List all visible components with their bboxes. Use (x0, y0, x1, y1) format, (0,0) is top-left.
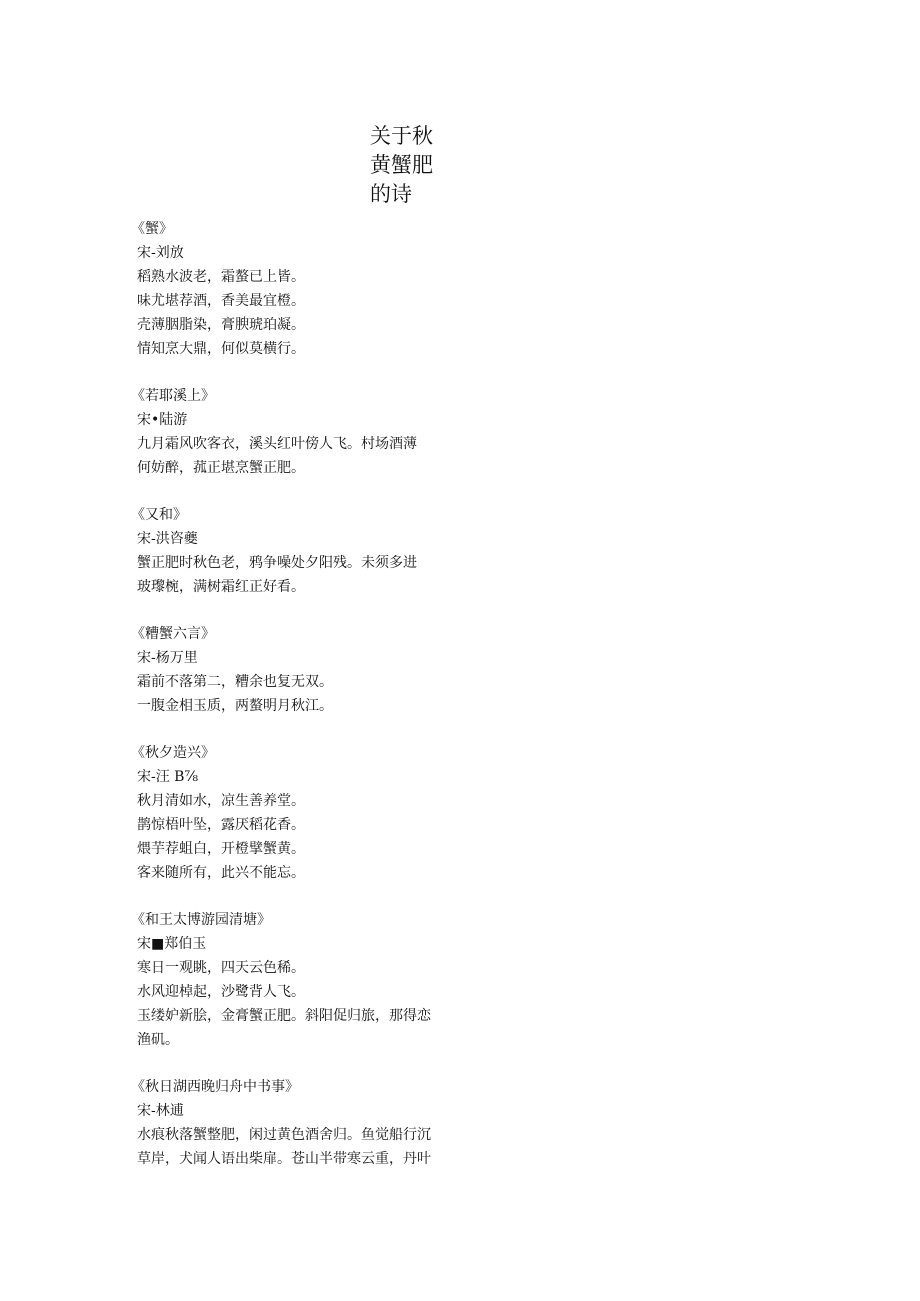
poem-youhe (131, 503, 467, 599)
poem-author: 宋•陆游 (137, 412, 188, 428)
poem-zaoxie (131, 622, 467, 718)
poem-line: 水痕秋落蟹整肥，闲过黄色酒舍归。鱼觉船行沉 (137, 1127, 431, 1143)
poem-line: 客来随所有，此兴不能忘。 (137, 865, 305, 881)
poem-line: 水风迎棹起，沙鹭背人飞。 (137, 984, 305, 1000)
page-title (370, 122, 450, 209)
poem-hewang (131, 908, 467, 1052)
poem-line: 玉缕妒新脍，金膏蟹正肥。斜阳促归旅，那得恋 (137, 1008, 431, 1024)
poem-line: 情知烹大鼎，何似莫横行。 (137, 341, 305, 357)
poem-author: 宋-林逋 (137, 1103, 184, 1119)
poem-author: 宋-刘放 (137, 245, 184, 261)
page-title-line-1: 关于秋 (370, 124, 433, 148)
poem-line: 九月霜风吹客衣，溪头红叶傍人飞。村场酒薄 (137, 436, 417, 452)
poem-line: 玻瓈椀，满树霜红正好看。 (137, 579, 305, 595)
poem-author: 宋■郑伯玉 (137, 936, 207, 952)
poem-author: 宋-汪 B⅞ (137, 769, 199, 785)
poem-qiurihuxi (131, 1075, 467, 1171)
page-title-line-2: 黄蟹肥 (370, 153, 433, 177)
poem-line: 何妨醉，菰正堪烹蟹正肥。 (137, 460, 305, 476)
poem-line: 壳薄胭脂染，膏腴琥珀凝。 (137, 317, 305, 333)
poem-line: 渔矶。 (137, 1032, 179, 1048)
poem-line: 秋月清如水，凉生善养堂。 (137, 793, 305, 809)
poem-line: 一腹金相玉质，两螯明月秋江。 (137, 698, 333, 714)
poem-xie (131, 217, 467, 361)
poem-line: 寒日一观眺，四天云色稀。 (137, 960, 305, 976)
poem-title: 《蟹》 (131, 221, 173, 237)
poem-line: 煨芋荐蛆白，开橙擘蟹黄。 (137, 841, 305, 857)
poem-line: 蟹正肥时秋色老，鸦争噪处夕阳残。未须多进 (137, 555, 417, 571)
poem-author: 宋-洪咨夔 (137, 531, 198, 547)
poem-line: 味尤堪荐酒，香美最宜橙。 (137, 293, 305, 309)
poem-line: 草岸，犬闻人语出柴扉。苍山半带寒云重，丹叶 (137, 1151, 431, 1167)
poem-ruoyexi (131, 384, 467, 480)
poem-title: 《秋日湖西晚归舟中书事》 (131, 1079, 299, 1095)
poem-qiuxi (131, 741, 467, 885)
poem-list (131, 217, 467, 1194)
poem-title: 《和王太博游园清塘》 (131, 912, 271, 928)
poem-title: 《秋夕造兴》 (131, 745, 215, 761)
poem-title: 《糟蟹六言》 (131, 626, 215, 642)
poem-line: 稻熟水波老，霜螯已上皆。 (137, 269, 305, 285)
poem-author: 宋-杨万里 (137, 650, 198, 666)
poem-line: 霜前不落第二，糟余也复无双。 (137, 674, 333, 690)
poem-title: 《又和》 (131, 507, 187, 523)
poem-line: 鹊惊梧叶坠，露厌稻花香。 (137, 817, 305, 833)
page-title-line-3: 的诗 (370, 182, 412, 206)
poem-title: 《若耶溪上》 (131, 388, 215, 404)
